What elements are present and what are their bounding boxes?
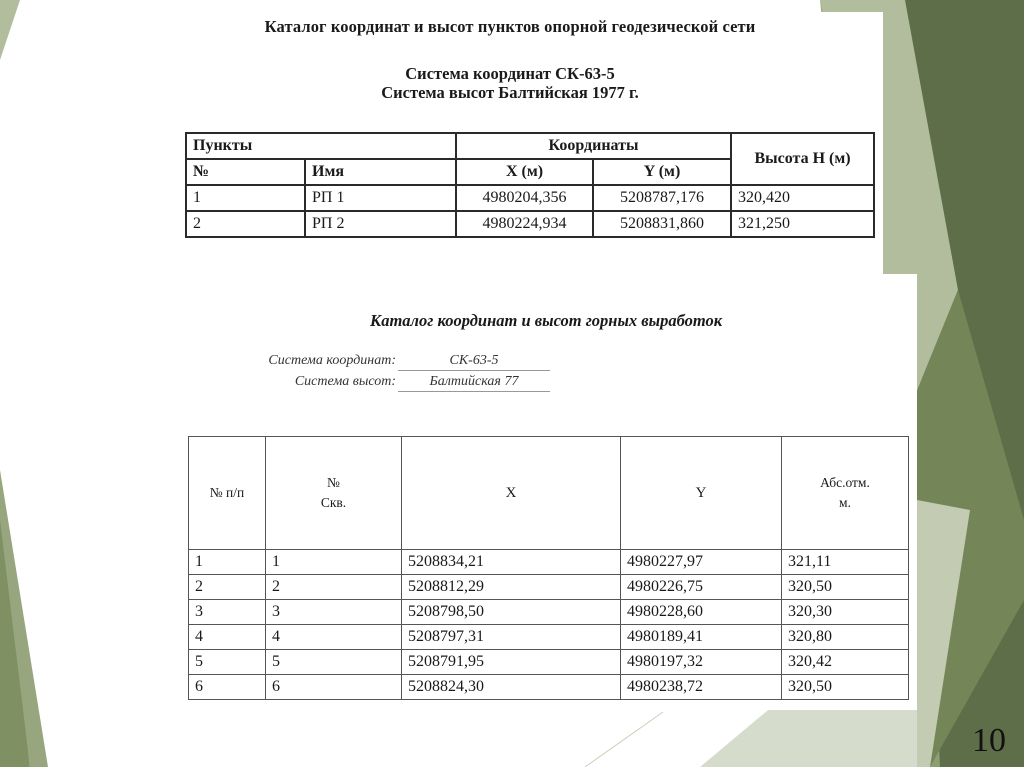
header-x: X (м): [456, 159, 593, 185]
header-points: Пункты: [186, 133, 456, 159]
cell-name: РП 2: [305, 211, 456, 237]
cell-name: РП 1: [305, 185, 456, 211]
cell-x: 5208834,21: [402, 550, 621, 575]
cell-num: 3: [189, 600, 266, 625]
coord-system-label: Система координат:: [268, 353, 396, 368]
cell-y: 4980197,32: [621, 650, 782, 675]
catalog2-title: Каталог координат и высот горных выработок: [370, 311, 723, 330]
cell-num: 4: [189, 625, 266, 650]
cell-x: 5208824,30: [402, 675, 621, 700]
cell-height: 321,250: [731, 211, 874, 237]
header-name: Имя: [305, 159, 456, 185]
cell-x: 5208791,95: [402, 650, 621, 675]
catalog1-title: Каталог координат и высот пунктов опорной геодезической сети: [264, 17, 756, 36]
cell-x: 5208797,31: [402, 625, 621, 650]
table-row: [186, 185, 874, 211]
cell-abs: 320,80: [782, 625, 909, 650]
table-header-row: [186, 133, 874, 159]
header-coordinates: Координаты: [456, 133, 731, 159]
control-network-table: [185, 132, 875, 238]
cell-y: 4980238,72: [621, 675, 782, 700]
catalog1-coord-system: Система координат СК-63-5: [405, 64, 615, 83]
header-well-line1: №: [327, 475, 340, 490]
cell-abs: 320,42: [782, 650, 909, 675]
cell-x: 4980204,356: [456, 185, 593, 211]
coord-system-row: [0, 353, 1024, 373]
cell-y: 5208787,176: [593, 185, 731, 211]
cell-x: 4980224,934: [456, 211, 593, 237]
cell-y: 4980189,41: [621, 625, 782, 650]
cell-y: 4980228,60: [621, 600, 782, 625]
cell-num: 1: [189, 550, 266, 575]
header-height: Высота H (м): [731, 133, 874, 185]
cell-num: 2: [186, 211, 305, 237]
table-row: [186, 211, 874, 237]
table-header-row: [189, 437, 909, 550]
cell-height: 320,420: [731, 185, 874, 211]
cell-y: 4980226,75: [621, 575, 782, 600]
cell-well: 3: [266, 600, 402, 625]
header-num-pp-text: № п/п: [209, 485, 245, 500]
cell-abs: 321,11: [782, 550, 909, 575]
header-y: Y (м): [593, 159, 731, 185]
height-system-row: [0, 374, 1024, 394]
header-y: Y: [621, 437, 782, 550]
table-row: [189, 625, 909, 650]
coord-system-value: СК-63-5: [398, 353, 550, 371]
mine-workings-table: [188, 436, 909, 700]
cell-well: 4: [266, 625, 402, 650]
table-row: [189, 650, 909, 675]
table-row: [189, 675, 909, 700]
cell-num: 2: [189, 575, 266, 600]
cell-num: 1: [186, 185, 305, 211]
catalog1-height-system: Система высот Балтийская 1977 г.: [381, 83, 639, 102]
header-well-line2: Скв.: [320, 495, 347, 510]
cell-abs: 320,50: [782, 675, 909, 700]
slide-number: 10: [972, 722, 1006, 759]
cell-abs: 320,50: [782, 575, 909, 600]
cell-well: 2: [266, 575, 402, 600]
height-system-value: Балтийская 77: [398, 374, 550, 392]
height-system-label: Система высот:: [294, 374, 396, 389]
header-abs: [782, 437, 909, 550]
cell-x: 5208812,29: [402, 575, 621, 600]
cell-y: 4980227,97: [621, 550, 782, 575]
cell-well: 6: [266, 675, 402, 700]
cell-num: 5: [189, 650, 266, 675]
header-abs-line1: Абс.отм.: [820, 475, 870, 490]
cell-num: 6: [189, 675, 266, 700]
header-num: №: [186, 159, 305, 185]
cell-well: 1: [266, 550, 402, 575]
header-x: X: [402, 437, 621, 550]
cell-x: 5208798,50: [402, 600, 621, 625]
cell-well: 5: [266, 650, 402, 675]
header-well: [266, 437, 402, 550]
table-row: [189, 550, 909, 575]
table-row: [189, 600, 909, 625]
header-num-pp: [189, 437, 266, 550]
cell-abs: 320,30: [782, 600, 909, 625]
cell-y: 5208831,860: [593, 211, 731, 237]
header-abs-line2: м.: [839, 495, 851, 510]
table-row: [189, 575, 909, 600]
